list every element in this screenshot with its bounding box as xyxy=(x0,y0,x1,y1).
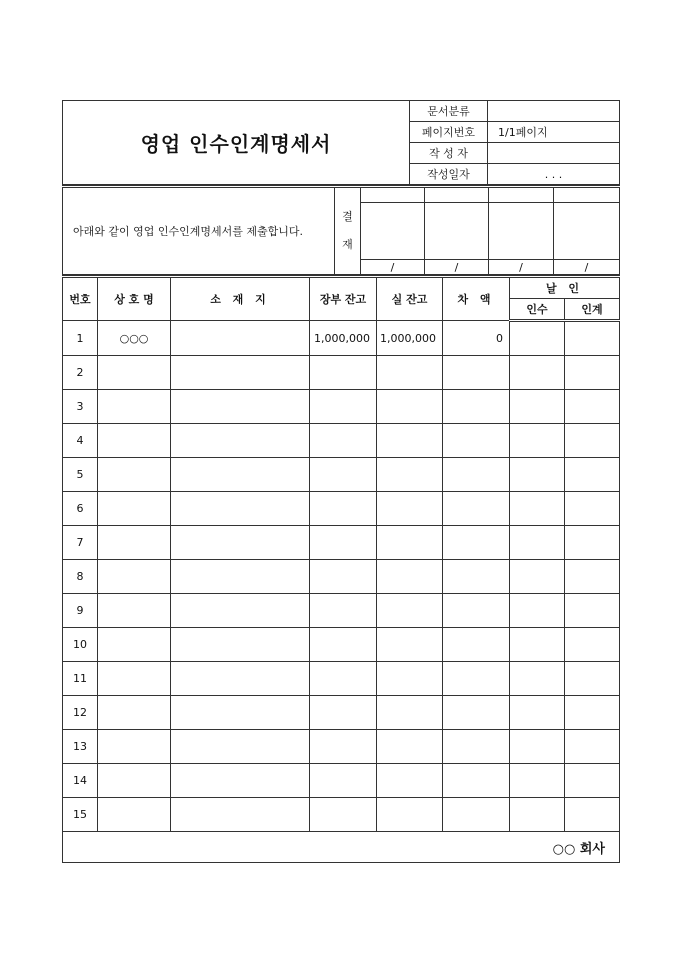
row-number: 8 xyxy=(63,560,98,594)
company-cell[interactable]: ○○○ xyxy=(98,321,171,356)
col-header-difference: 차 액 xyxy=(443,277,510,321)
address-cell[interactable] xyxy=(171,390,310,424)
address-cell[interactable] xyxy=(171,798,310,832)
row-number: 4 xyxy=(63,424,98,458)
book-balance-cell[interactable] xyxy=(310,526,377,560)
approval-title-1[interactable] xyxy=(361,187,425,203)
receiver-seal-cell[interactable] xyxy=(510,798,565,832)
actual-balance-cell[interactable] xyxy=(377,458,443,492)
receiver-seal-cell[interactable] xyxy=(510,321,565,356)
actual-balance-cell[interactable] xyxy=(377,696,443,730)
address-cell[interactable] xyxy=(171,628,310,662)
difference-cell[interactable] xyxy=(443,594,510,628)
address-cell[interactable] xyxy=(171,560,310,594)
company-cell[interactable] xyxy=(98,390,171,424)
transferor-seal-cell[interactable] xyxy=(565,458,620,492)
row-number: 13 xyxy=(63,730,98,764)
row-number: 5 xyxy=(63,458,98,492)
difference-cell[interactable]: 0 xyxy=(443,321,510,356)
transferor-seal-cell[interactable] xyxy=(565,696,620,730)
book-balance-cell[interactable] xyxy=(310,696,377,730)
col-header-no: 번호 xyxy=(63,277,98,321)
actual-balance-cell[interactable] xyxy=(377,560,443,594)
address-cell[interactable] xyxy=(171,662,310,696)
book-balance-cell[interactable] xyxy=(310,560,377,594)
actual-balance-cell[interactable] xyxy=(377,356,443,390)
table-row xyxy=(63,321,620,356)
actual-balance-cell[interactable] xyxy=(377,492,443,526)
col-header-address: 소 재 지 xyxy=(171,277,310,321)
meta-value-page[interactable]: 1/1페이지 xyxy=(488,122,620,143)
transferor-seal-cell[interactable] xyxy=(565,526,620,560)
difference-cell[interactable] xyxy=(443,628,510,662)
row-number: 2 xyxy=(63,356,98,390)
approval-date-1[interactable]: / xyxy=(361,260,425,275)
company-cell[interactable] xyxy=(98,560,171,594)
company-cell[interactable] xyxy=(98,798,171,832)
row-number: 15 xyxy=(63,798,98,832)
table-row xyxy=(63,594,620,628)
receiver-seal-cell[interactable] xyxy=(510,526,565,560)
actual-balance-cell[interactable] xyxy=(377,662,443,696)
receiver-seal-cell[interactable] xyxy=(510,594,565,628)
approval-date-4[interactable]: / xyxy=(554,260,620,275)
approval-label-bottom: 재 xyxy=(342,238,353,251)
table-row xyxy=(63,798,620,832)
approval-title-3[interactable] xyxy=(489,187,554,203)
table-row xyxy=(63,730,620,764)
company-cell[interactable] xyxy=(98,458,171,492)
book-balance-cell[interactable] xyxy=(310,730,377,764)
address-cell[interactable] xyxy=(171,594,310,628)
receiver-seal-cell[interactable] xyxy=(510,662,565,696)
meta-label-category: 문서분류 xyxy=(410,101,488,122)
row-number: 7 xyxy=(63,526,98,560)
difference-cell[interactable] xyxy=(443,662,510,696)
book-balance-cell[interactable] xyxy=(310,764,377,798)
approval-sign-2[interactable] xyxy=(425,203,489,260)
company-footer: ○○ 회사 xyxy=(63,832,620,863)
actual-balance-cell[interactable] xyxy=(377,390,443,424)
table-row xyxy=(63,662,620,696)
book-balance-cell[interactable] xyxy=(310,628,377,662)
difference-cell[interactable] xyxy=(443,798,510,832)
book-balance-cell[interactable] xyxy=(310,424,377,458)
transferor-seal-cell[interactable] xyxy=(565,424,620,458)
difference-cell[interactable] xyxy=(443,458,510,492)
table-row xyxy=(63,424,620,458)
company-cell[interactable] xyxy=(98,492,171,526)
approval-date-2[interactable]: / xyxy=(425,260,489,275)
row-number: 14 xyxy=(63,764,98,798)
address-cell[interactable] xyxy=(171,356,310,390)
company-cell[interactable] xyxy=(98,696,171,730)
table-row xyxy=(63,356,620,390)
actual-balance-cell[interactable] xyxy=(377,628,443,662)
address-cell[interactable] xyxy=(171,526,310,560)
col-header-receiver: 인수 xyxy=(510,299,565,321)
table-row xyxy=(63,526,620,560)
company-cell[interactable] xyxy=(98,628,171,662)
approval-sign-3[interactable] xyxy=(489,203,554,260)
difference-cell[interactable] xyxy=(443,730,510,764)
table-body xyxy=(63,321,620,832)
receiver-seal-cell[interactable] xyxy=(510,492,565,526)
company-cell[interactable] xyxy=(98,424,171,458)
company-cell[interactable] xyxy=(98,526,171,560)
transferor-seal-cell[interactable] xyxy=(565,321,620,356)
difference-cell[interactable] xyxy=(443,424,510,458)
book-balance-cell[interactable] xyxy=(310,390,377,424)
receiver-seal-cell[interactable] xyxy=(510,458,565,492)
receiver-seal-cell[interactable] xyxy=(510,696,565,730)
document-title: 영업 인수인계명세서 xyxy=(63,101,410,185)
table-row xyxy=(63,628,620,662)
col-header-seal: 날 인 xyxy=(510,277,620,299)
book-balance-cell[interactable] xyxy=(310,356,377,390)
transferor-seal-cell[interactable] xyxy=(565,730,620,764)
header-table xyxy=(62,100,620,185)
table-row xyxy=(63,492,620,526)
difference-cell[interactable] xyxy=(443,492,510,526)
receiver-seal-cell[interactable] xyxy=(510,356,565,390)
book-balance-cell[interactable] xyxy=(310,798,377,832)
difference-cell[interactable] xyxy=(443,696,510,730)
row-number: 11 xyxy=(63,662,98,696)
meta-value-date[interactable]: . . . xyxy=(488,164,620,185)
address-cell[interactable] xyxy=(171,424,310,458)
row-number: 6 xyxy=(63,492,98,526)
company-cell[interactable] xyxy=(98,764,171,798)
company-cell[interactable] xyxy=(98,594,171,628)
actual-balance-cell[interactable] xyxy=(377,798,443,832)
transferor-seal-cell[interactable] xyxy=(565,594,620,628)
meta-value-author[interactable] xyxy=(488,143,620,164)
address-cell[interactable] xyxy=(171,730,310,764)
difference-cell[interactable] xyxy=(443,560,510,594)
transferor-seal-cell[interactable] xyxy=(565,390,620,424)
book-balance-cell[interactable] xyxy=(310,662,377,696)
row-number: 9 xyxy=(63,594,98,628)
book-balance-cell[interactable] xyxy=(310,492,377,526)
approval-table xyxy=(62,185,620,275)
meta-label-author: 작 성 자 xyxy=(410,143,488,164)
book-balance-cell[interactable] xyxy=(310,594,377,628)
table-row xyxy=(63,390,620,424)
company-cell[interactable] xyxy=(98,662,171,696)
actual-balance-cell[interactable]: 1,000,000 xyxy=(377,321,443,356)
document xyxy=(62,100,619,863)
book-balance-cell[interactable] xyxy=(310,458,377,492)
transferor-seal-cell[interactable] xyxy=(565,492,620,526)
address-cell[interactable] xyxy=(171,696,310,730)
actual-balance-cell[interactable] xyxy=(377,764,443,798)
meta-value-category[interactable] xyxy=(488,101,620,122)
table-row xyxy=(63,458,620,492)
transferor-seal-cell[interactable] xyxy=(565,628,620,662)
col-header-book-balance: 장부 잔고 xyxy=(310,277,377,321)
transferor-seal-cell[interactable] xyxy=(565,798,620,832)
receiver-seal-cell[interactable] xyxy=(510,730,565,764)
meta-label-page: 페이지번호 xyxy=(410,122,488,143)
submission-message: 아래와 같이 영업 인수인계명세서를 제출합니다. xyxy=(63,187,335,275)
approval-title-4[interactable] xyxy=(554,187,620,203)
transferor-seal-cell[interactable] xyxy=(565,764,620,798)
actual-balance-cell[interactable] xyxy=(377,594,443,628)
actual-balance-cell[interactable] xyxy=(377,730,443,764)
actual-balance-cell[interactable] xyxy=(377,526,443,560)
actual-balance-cell[interactable] xyxy=(377,424,443,458)
difference-cell[interactable] xyxy=(443,526,510,560)
row-number: 1 xyxy=(63,321,98,356)
handover-table xyxy=(62,275,620,863)
table-row xyxy=(63,560,620,594)
approval-sign-4[interactable] xyxy=(554,203,620,260)
difference-cell[interactable] xyxy=(443,356,510,390)
table-row xyxy=(63,764,620,798)
transferor-seal-cell[interactable] xyxy=(565,662,620,696)
transferor-seal-cell[interactable] xyxy=(565,560,620,594)
col-header-transferor: 인계 xyxy=(565,299,620,321)
difference-cell[interactable] xyxy=(443,764,510,798)
col-header-actual-balance: 실 잔고 xyxy=(377,277,443,321)
receiver-seal-cell[interactable] xyxy=(510,764,565,798)
meta-label-date: 작성일자 xyxy=(410,164,488,185)
row-number: 12 xyxy=(63,696,98,730)
approval-sign-1[interactable] xyxy=(361,203,425,260)
row-number: 3 xyxy=(63,390,98,424)
col-header-company: 상 호 명 xyxy=(98,277,171,321)
difference-cell[interactable] xyxy=(443,390,510,424)
approval-label-top: 결 xyxy=(342,210,353,223)
receiver-seal-cell[interactable] xyxy=(510,390,565,424)
address-cell[interactable] xyxy=(171,764,310,798)
receiver-seal-cell[interactable] xyxy=(510,628,565,662)
receiver-seal-cell[interactable] xyxy=(510,424,565,458)
table-row xyxy=(63,696,620,730)
address-cell[interactable] xyxy=(171,321,310,356)
approval-title-2[interactable] xyxy=(425,187,489,203)
receiver-seal-cell[interactable] xyxy=(510,560,565,594)
transferor-seal-cell[interactable] xyxy=(565,356,620,390)
address-cell[interactable] xyxy=(171,492,310,526)
row-number: 10 xyxy=(63,628,98,662)
approval-date-3[interactable]: / xyxy=(489,260,554,275)
approval-label xyxy=(335,187,361,275)
book-balance-cell[interactable]: 1,000,000 xyxy=(310,321,377,356)
address-cell[interactable] xyxy=(171,458,310,492)
company-cell[interactable] xyxy=(98,730,171,764)
company-cell[interactable] xyxy=(98,356,171,390)
